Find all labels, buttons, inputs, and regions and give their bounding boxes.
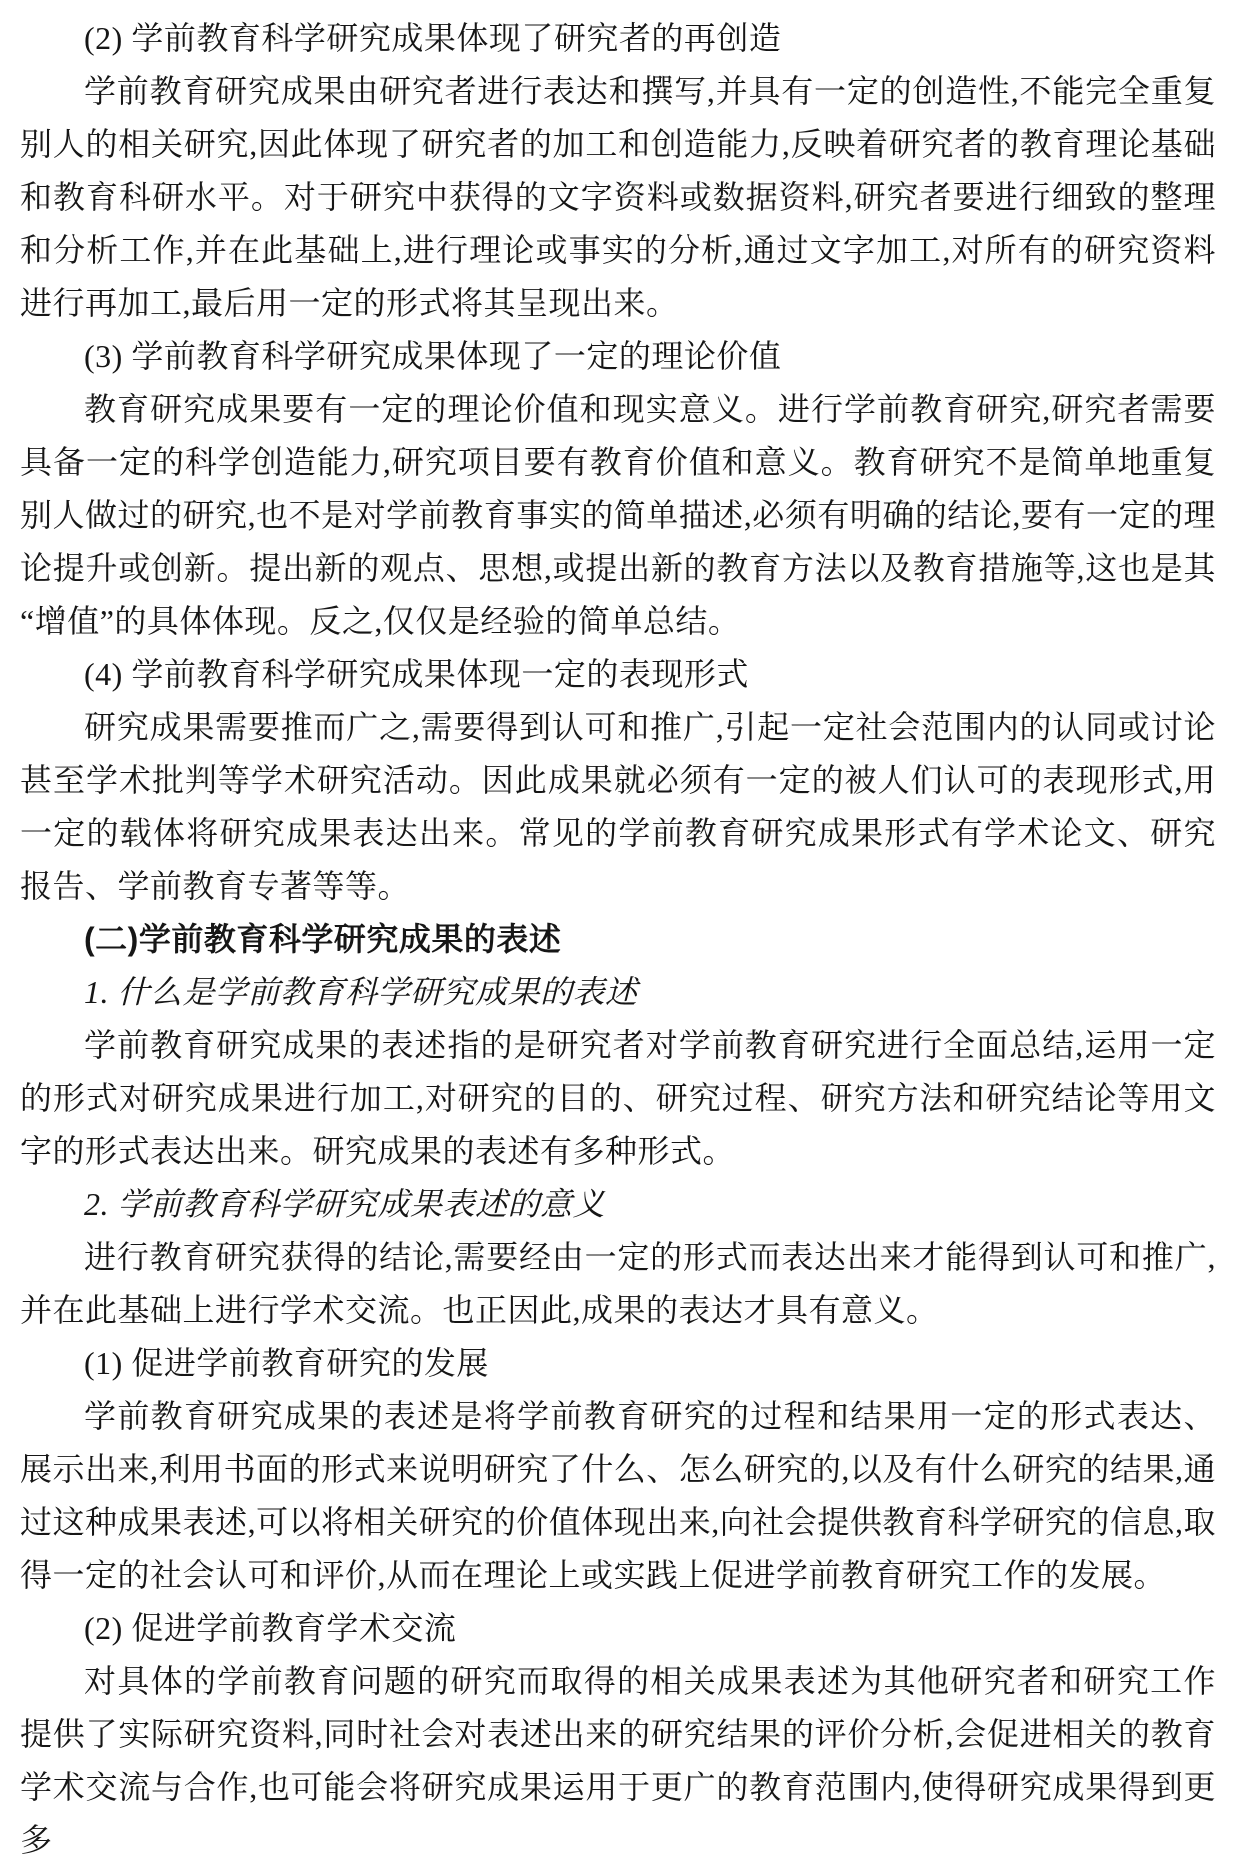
sub-heading-item3-theory: (3) 学前教育科学研究成果体现了一定的理论价值	[84, 338, 782, 374]
point-heading-1-development: (1) 促进学前教育研究的发展	[84, 1345, 489, 1381]
paragraph: 学前教育研究成果的表述是将学前教育研究的过程和结果用一定的形式表达、展示出来,利用书面的形式来说明研究了什么、怎么研究的,以及有什么研究的结果,通过这种成果表述,可以将相关研究的价值体现出来,向社会提供教育科学研究的信息,取得一定的社会认可和评价,从而在理论上或实践上促进学前教育研究工作的发展。	[20, 1398, 1216, 1593]
paragraph: 进行教育研究获得的结论,需要经由一定的形式而表达出来才能得到认可和推广,并在此基础上进行学术交流。也正因此,成果的表达才具有意义。	[20, 1239, 1216, 1328]
paragraph: 对具体的学前教育问题的研究而取得的相关成果表述为其他研究者和研究工作提供了实际研究资料,同时社会对表述出来的研究结果的评价分析,会促进相关的教育学术交流与合作,也可能会将研究成果运用于更广的教育范围内,使得研究成果得到更多	[20, 1663, 1216, 1858]
sub-heading-item4-form: (4) 学前教育科学研究成果体现一定的表现形式	[84, 656, 749, 692]
section-heading-2: (二)学前教育科学研究成果的表述	[84, 921, 562, 957]
paragraph: 研究成果需要推而广之,需要得到认可和推广,引起一定社会范围内的认同或讨论甚至学术批判等学术研究活动。因此成果就必须有一定的被人们认可的表现形式,用一定的载体将研究成果表达出来。常见的学前教育研究成果形式有学术论文、研究报告、学前教育专著等等。	[20, 709, 1216, 904]
paragraph: 教育研究成果要有一定的理论价值和现实意义。进行学前教育研究,研究者需要具备一定的科学创造能力,研究项目要有教育价值和意义。教育研究不是简单地重复别人做过的研究,也不是对学前教育事实的简单描述,必须有明确的结论,要有一定的理论提升或创新。提出新的观点、思想,或提出新的教育方法以及教育措施等,这也是其“增值”的具体体现。反之,仅仅是经验的简单总结。	[20, 391, 1216, 639]
point-heading-2-exchange: (2) 促进学前教育学术交流	[84, 1610, 457, 1646]
sub-heading-item2-recreation: (2) 学前教育科学研究成果体现了研究者的再创造	[84, 20, 782, 56]
paragraph: 学前教育研究成果的表述指的是研究者对学前教育研究进行全面总结,运用一定的形式对研究成果进行加工,对研究的目的、研究过程、研究方法和研究结论等用文字的形式表达出来。研究成果的表述有多种形式。	[20, 1027, 1216, 1169]
numbered-heading-1: 1. 什么是学前教育科学研究成果的表述	[84, 974, 638, 1010]
paragraph: 学前教育研究成果由研究者进行表达和撰写,并具有一定的创造性,不能完全重复别人的相关研究,因此体现了研究者的加工和创造能力,反映着研究者的教育理论基础和教育科研水平。对于研究中获得的文字资料或数据资料,研究者要进行细致的整理和分析工作,并在此基础上,进行理论或事实的分析,通过文字加工,对所有的研究资料进行再加工,最后用一定的形式将其呈现出来。	[20, 73, 1216, 321]
numbered-heading-2: 2. 学前教育科学研究成果表述的意义	[84, 1186, 606, 1222]
